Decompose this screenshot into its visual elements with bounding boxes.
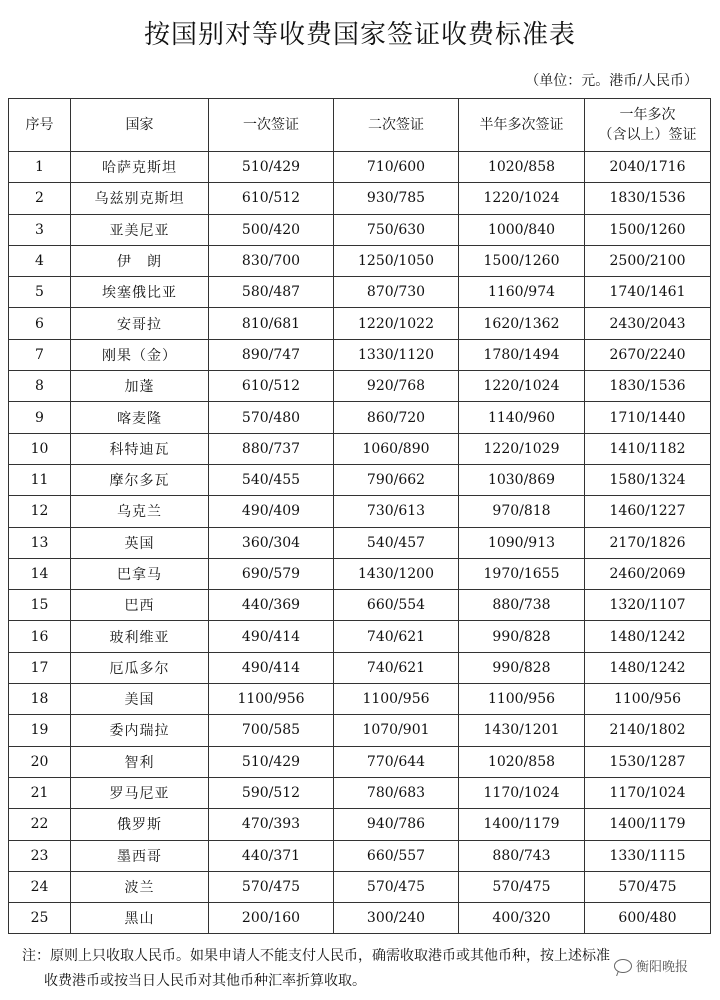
cell-single-entry: 570/480 bbox=[209, 402, 334, 433]
cell-double-entry: 540/457 bbox=[334, 527, 459, 558]
footnote bbox=[22, 944, 712, 994]
cell-half-year-multiple: 880/738 bbox=[459, 590, 585, 621]
cell-country: 智利 bbox=[71, 746, 209, 777]
cell-country: 喀麦隆 bbox=[71, 402, 209, 433]
cell-half-year-multiple: 1220/1024 bbox=[459, 371, 585, 402]
cell-one-year-multiple: 2140/1802 bbox=[585, 715, 711, 746]
cell-single-entry: 360/304 bbox=[209, 527, 334, 558]
unit-note: （单位：元。港币/人民币） bbox=[525, 73, 698, 89]
cell-single-entry: 810/681 bbox=[209, 308, 334, 339]
cell-half-year-multiple: 1090/913 bbox=[459, 527, 585, 558]
table-row bbox=[9, 715, 711, 746]
cell-index: 22 bbox=[9, 809, 71, 840]
cell-one-year-multiple: 1580/1324 bbox=[585, 464, 711, 495]
cell-index: 13 bbox=[9, 527, 71, 558]
cell-index: 5 bbox=[9, 277, 71, 308]
cell-double-entry: 1330/1120 bbox=[334, 339, 459, 370]
cell-half-year-multiple: 1170/1024 bbox=[459, 777, 585, 808]
header-country: 国家 bbox=[71, 99, 209, 152]
cell-single-entry: 610/512 bbox=[209, 371, 334, 402]
table-row bbox=[9, 527, 711, 558]
cell-country: 玻利维亚 bbox=[71, 621, 209, 652]
cell-half-year-multiple: 1020/858 bbox=[459, 152, 585, 183]
cell-country: 波兰 bbox=[71, 871, 209, 902]
cell-double-entry: 1100/956 bbox=[334, 684, 459, 715]
cell-double-entry: 1070/901 bbox=[334, 715, 459, 746]
cell-double-entry: 660/554 bbox=[334, 590, 459, 621]
cell-country: 巴西 bbox=[71, 590, 209, 621]
cell-country: 科特迪瓦 bbox=[71, 433, 209, 464]
cell-country: 巴拿马 bbox=[71, 558, 209, 589]
cell-one-year-multiple: 1740/1461 bbox=[585, 277, 711, 308]
cell-single-entry: 500/420 bbox=[209, 214, 334, 245]
table-row bbox=[9, 746, 711, 777]
cell-half-year-multiple: 1220/1029 bbox=[459, 433, 585, 464]
cell-index: 7 bbox=[9, 339, 71, 370]
table-row bbox=[9, 183, 711, 214]
cell-country: 厄瓜多尔 bbox=[71, 652, 209, 683]
cell-one-year-multiple: 1410/1182 bbox=[585, 433, 711, 464]
cell-half-year-multiple: 1000/840 bbox=[459, 214, 585, 245]
cell-country: 英国 bbox=[71, 527, 209, 558]
cell-half-year-multiple: 970/818 bbox=[459, 496, 585, 527]
cell-index: 19 bbox=[9, 715, 71, 746]
cell-index: 8 bbox=[9, 371, 71, 402]
cell-index: 15 bbox=[9, 590, 71, 621]
cell-index: 25 bbox=[9, 903, 71, 934]
cell-country: 伊 朗 bbox=[71, 245, 209, 276]
header-single-entry: 一次签证 bbox=[209, 99, 334, 152]
cell-double-entry: 740/621 bbox=[334, 652, 459, 683]
cell-index: 9 bbox=[9, 402, 71, 433]
cell-one-year-multiple: 1330/1115 bbox=[585, 840, 711, 871]
cell-double-entry: 770/644 bbox=[334, 746, 459, 777]
cell-country: 埃塞俄比亚 bbox=[71, 277, 209, 308]
header-index: 序号 bbox=[9, 99, 71, 152]
cell-one-year-multiple: 1830/1536 bbox=[585, 371, 711, 402]
cell-double-entry: 790/662 bbox=[334, 464, 459, 495]
table-row bbox=[9, 339, 711, 370]
cell-single-entry: 490/414 bbox=[209, 621, 334, 652]
header-half-year-multiple: 半年多次签证 bbox=[459, 99, 585, 152]
cell-half-year-multiple: 880/743 bbox=[459, 840, 585, 871]
cell-double-entry: 570/475 bbox=[334, 871, 459, 902]
table-row bbox=[9, 245, 711, 276]
cell-country: 刚果（金） bbox=[71, 339, 209, 370]
cell-half-year-multiple: 570/475 bbox=[459, 871, 585, 902]
cell-double-entry: 1250/1050 bbox=[334, 245, 459, 276]
cell-single-entry: 880/737 bbox=[209, 433, 334, 464]
header-one-year-multiple: 一年多次 （含以上）签证 bbox=[585, 99, 711, 152]
cell-country: 委内瑞拉 bbox=[71, 715, 209, 746]
cell-country: 亚美尼亚 bbox=[71, 214, 209, 245]
cell-country: 安哥拉 bbox=[71, 308, 209, 339]
table-header-row bbox=[9, 99, 711, 152]
cell-index: 11 bbox=[9, 464, 71, 495]
table-row bbox=[9, 277, 711, 308]
cell-single-entry: 490/414 bbox=[209, 652, 334, 683]
cell-one-year-multiple: 1400/1179 bbox=[585, 809, 711, 840]
cell-index: 6 bbox=[9, 308, 71, 339]
table-row bbox=[9, 621, 711, 652]
cell-single-entry: 440/369 bbox=[209, 590, 334, 621]
cell-index: 1 bbox=[9, 152, 71, 183]
cell-index: 24 bbox=[9, 871, 71, 902]
cell-single-entry: 510/429 bbox=[209, 152, 334, 183]
cell-half-year-multiple: 1160/974 bbox=[459, 277, 585, 308]
cell-double-entry: 1060/890 bbox=[334, 433, 459, 464]
cell-half-year-multiple: 400/320 bbox=[459, 903, 585, 934]
cell-double-entry: 730/613 bbox=[334, 496, 459, 527]
cell-double-entry: 750/630 bbox=[334, 214, 459, 245]
cell-single-entry: 440/371 bbox=[209, 840, 334, 871]
cell-one-year-multiple: 1320/1107 bbox=[585, 590, 711, 621]
cell-index: 23 bbox=[9, 840, 71, 871]
table-row bbox=[9, 558, 711, 589]
cell-country: 俄罗斯 bbox=[71, 809, 209, 840]
cell-one-year-multiple: 1170/1024 bbox=[585, 777, 711, 808]
cell-one-year-multiple: 1830/1536 bbox=[585, 183, 711, 214]
visa-fee-table bbox=[8, 98, 711, 934]
cell-half-year-multiple: 1620/1362 bbox=[459, 308, 585, 339]
cell-single-entry: 610/512 bbox=[209, 183, 334, 214]
cell-index: 12 bbox=[9, 496, 71, 527]
cell-double-entry: 300/240 bbox=[334, 903, 459, 934]
cell-half-year-multiple: 1100/956 bbox=[459, 684, 585, 715]
cell-single-entry: 830/700 bbox=[209, 245, 334, 276]
table-row bbox=[9, 590, 711, 621]
cell-index: 17 bbox=[9, 652, 71, 683]
cell-single-entry: 200/160 bbox=[209, 903, 334, 934]
cell-double-entry: 780/683 bbox=[334, 777, 459, 808]
cell-half-year-multiple: 1030/869 bbox=[459, 464, 585, 495]
table-row bbox=[9, 871, 711, 902]
cell-half-year-multiple: 990/828 bbox=[459, 621, 585, 652]
cell-index: 20 bbox=[9, 746, 71, 777]
cell-one-year-multiple: 2040/1716 bbox=[585, 152, 711, 183]
cell-index: 10 bbox=[9, 433, 71, 464]
cell-country: 墨西哥 bbox=[71, 840, 209, 871]
cell-one-year-multiple: 600/480 bbox=[585, 903, 711, 934]
cell-one-year-multiple: 2460/2069 bbox=[585, 558, 711, 589]
cell-half-year-multiple: 990/828 bbox=[459, 652, 585, 683]
cell-country: 加蓬 bbox=[71, 371, 209, 402]
cell-double-entry: 930/785 bbox=[334, 183, 459, 214]
cell-index: 16 bbox=[9, 621, 71, 652]
cell-one-year-multiple: 1710/1440 bbox=[585, 402, 711, 433]
table-row bbox=[9, 433, 711, 464]
cell-index: 18 bbox=[9, 684, 71, 715]
watermark bbox=[610, 956, 692, 975]
table-row bbox=[9, 809, 711, 840]
cell-one-year-multiple: 2500/2100 bbox=[585, 245, 711, 276]
cell-one-year-multiple: 1500/1260 bbox=[585, 214, 711, 245]
cell-index: 2 bbox=[9, 183, 71, 214]
page-title: 按国别对等收费国家签证收费标准表 bbox=[143, 20, 576, 50]
cell-double-entry: 660/557 bbox=[334, 840, 459, 871]
header-double-entry: 二次签证 bbox=[334, 99, 459, 152]
cell-single-entry: 590/512 bbox=[209, 777, 334, 808]
cell-country: 摩尔多瓦 bbox=[71, 464, 209, 495]
cell-half-year-multiple: 1430/1201 bbox=[459, 715, 585, 746]
footnote-line-1: 注：原则上只收取人民币。如果申请人不能支付人民币，确需收取港币或其他币种，按上述标准 bbox=[22, 948, 610, 964]
table-row bbox=[9, 840, 711, 871]
cell-one-year-multiple: 1460/1227 bbox=[585, 496, 711, 527]
table-row bbox=[9, 684, 711, 715]
cell-double-entry: 740/621 bbox=[334, 621, 459, 652]
cell-index: 21 bbox=[9, 777, 71, 808]
table-row bbox=[9, 464, 711, 495]
chat-bubble-icon bbox=[614, 959, 632, 973]
cell-index: 3 bbox=[9, 214, 71, 245]
cell-single-entry: 700/585 bbox=[209, 715, 334, 746]
watermark-text: 衡阳晚报 bbox=[635, 960, 688, 975]
cell-half-year-multiple: 1220/1024 bbox=[459, 183, 585, 214]
cell-single-entry: 470/393 bbox=[209, 809, 334, 840]
cell-one-year-multiple: 2670/2240 bbox=[585, 339, 711, 370]
cell-one-year-multiple: 1480/1242 bbox=[585, 621, 711, 652]
cell-double-entry: 940/786 bbox=[334, 809, 459, 840]
cell-double-entry: 860/720 bbox=[334, 402, 459, 433]
cell-one-year-multiple: 1530/1287 bbox=[585, 746, 711, 777]
cell-half-year-multiple: 1140/960 bbox=[459, 402, 585, 433]
cell-one-year-multiple: 2430/2043 bbox=[585, 308, 711, 339]
table-row bbox=[9, 152, 711, 183]
cell-single-entry: 510/429 bbox=[209, 746, 334, 777]
cell-single-entry: 570/475 bbox=[209, 871, 334, 902]
cell-country: 哈萨克斯坦 bbox=[71, 152, 209, 183]
table-row bbox=[9, 652, 711, 683]
cell-one-year-multiple: 1100/956 bbox=[585, 684, 711, 715]
table-row bbox=[9, 308, 711, 339]
cell-single-entry: 540/455 bbox=[209, 464, 334, 495]
cell-single-entry: 580/487 bbox=[209, 277, 334, 308]
cell-half-year-multiple: 1500/1260 bbox=[459, 245, 585, 276]
cell-double-entry: 710/600 bbox=[334, 152, 459, 183]
cell-single-entry: 1100/956 bbox=[209, 684, 334, 715]
cell-single-entry: 690/579 bbox=[209, 558, 334, 589]
cell-half-year-multiple: 1780/1494 bbox=[459, 339, 585, 370]
table-row bbox=[9, 214, 711, 245]
cell-country: 罗马尼亚 bbox=[71, 777, 209, 808]
table-row bbox=[9, 777, 711, 808]
footnote-line-2: 收费港币或按当日人民币对其他币种汇率折算收取。 bbox=[44, 973, 366, 989]
cell-single-entry: 490/409 bbox=[209, 496, 334, 527]
cell-half-year-multiple: 1970/1655 bbox=[459, 558, 585, 589]
cell-double-entry: 920/768 bbox=[334, 371, 459, 402]
cell-double-entry: 1220/1022 bbox=[334, 308, 459, 339]
cell-country: 乌克兰 bbox=[71, 496, 209, 527]
cell-double-entry: 870/730 bbox=[334, 277, 459, 308]
cell-half-year-multiple: 1020/858 bbox=[459, 746, 585, 777]
cell-index: 4 bbox=[9, 245, 71, 276]
cell-single-entry: 890/747 bbox=[209, 339, 334, 370]
table-row bbox=[9, 903, 711, 934]
cell-country: 乌兹别克斯坦 bbox=[71, 183, 209, 214]
cell-one-year-multiple: 2170/1826 bbox=[585, 527, 711, 558]
cell-double-entry: 1430/1200 bbox=[334, 558, 459, 589]
cell-country: 黑山 bbox=[71, 903, 209, 934]
cell-country: 美国 bbox=[71, 684, 209, 715]
cell-half-year-multiple: 1400/1179 bbox=[459, 809, 585, 840]
table-row bbox=[9, 371, 711, 402]
cell-index: 14 bbox=[9, 558, 71, 589]
table-row bbox=[9, 496, 711, 527]
cell-one-year-multiple: 570/475 bbox=[585, 871, 711, 902]
cell-one-year-multiple: 1480/1242 bbox=[585, 652, 711, 683]
table-row bbox=[9, 402, 711, 433]
